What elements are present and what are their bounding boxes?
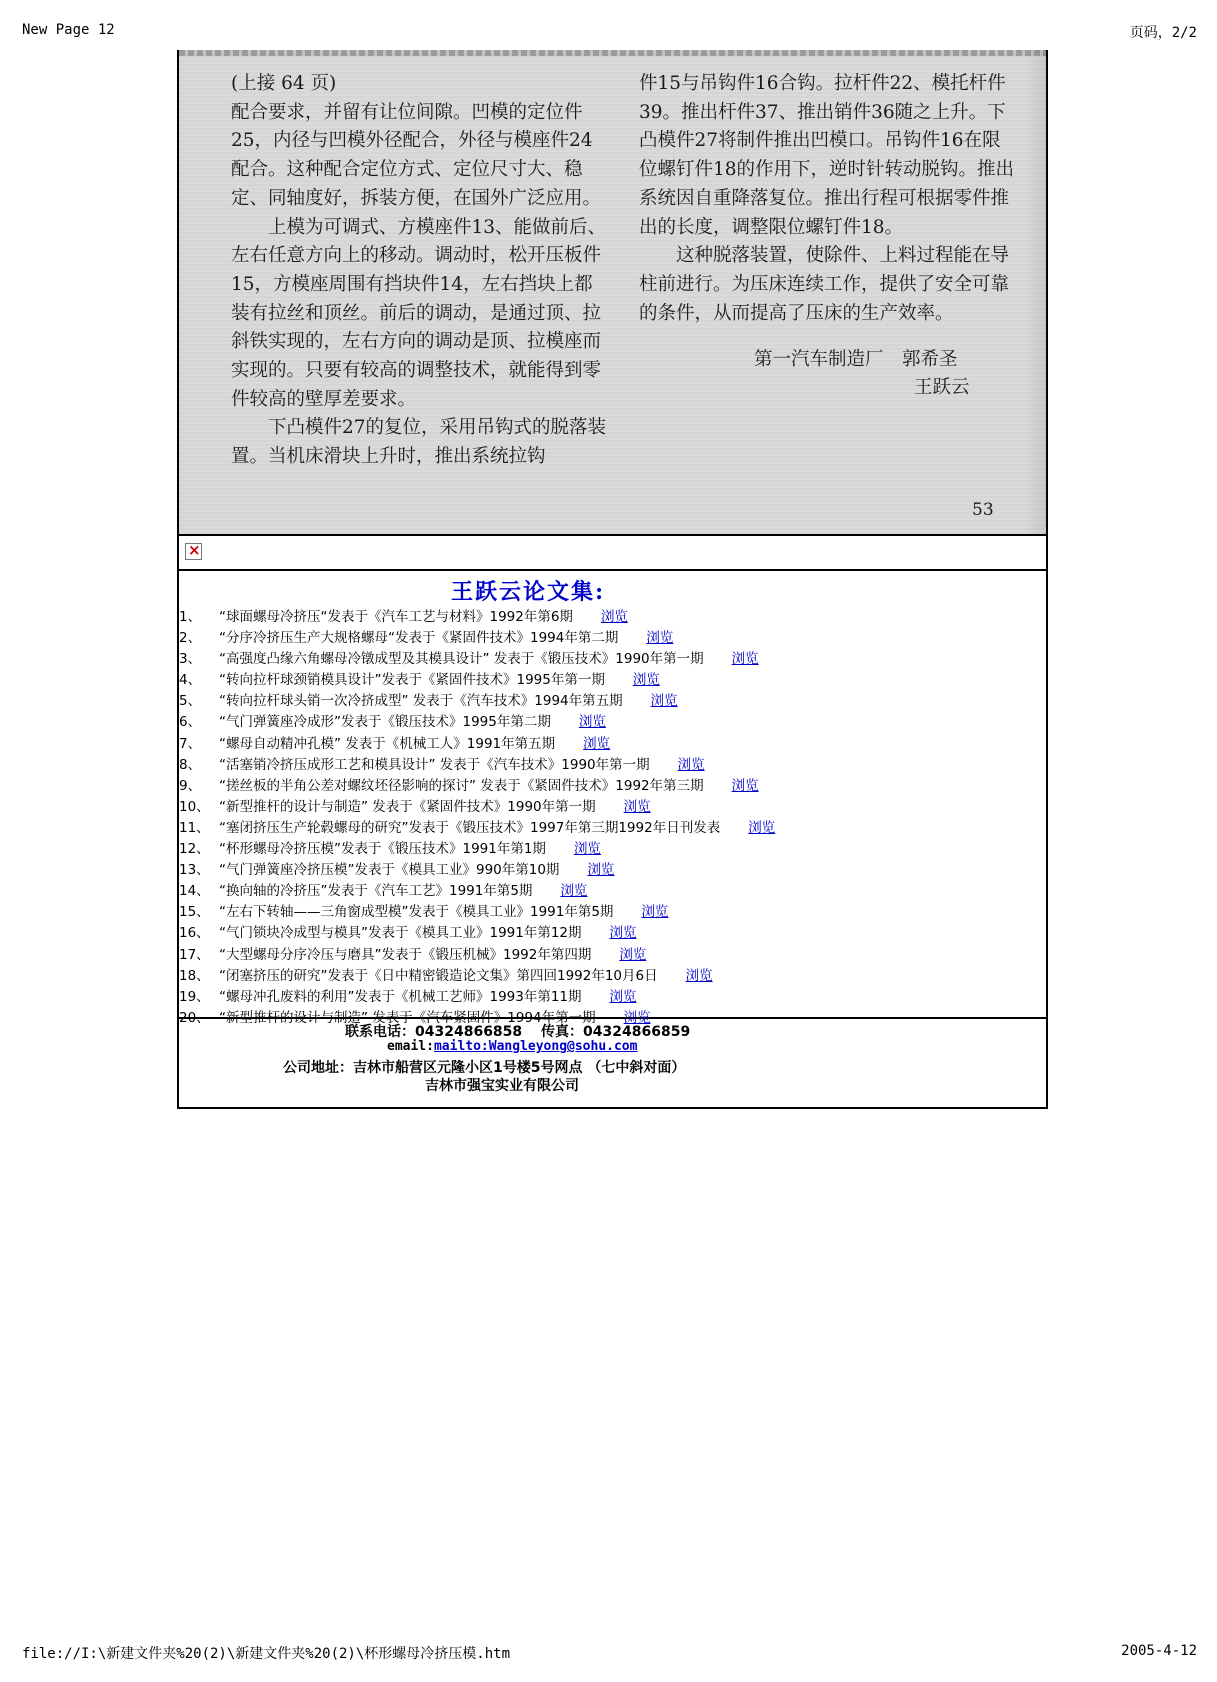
company-name: 吉林市强宝实业有限公司 xyxy=(425,1078,579,1094)
article-paragraph: 配合要求，并留有让位间隙。凹模的定位件25，内径与凹模外径配合，外径与模座件24配合。这种配合定位方式、定位尺寸大、稳定、同轴度好，拆装方便，在国外广泛应用。 xyxy=(231,101,602,209)
paper-number: 15、 xyxy=(179,904,210,921)
paper-item xyxy=(179,923,1046,944)
paper-number: 16、 xyxy=(179,925,210,942)
paper-title: “球面螺母冷挤压“发表于《汽车工艺与材料》1992年第6期 xyxy=(219,609,573,625)
broken-image-icon xyxy=(185,543,202,560)
paper-item xyxy=(179,776,1046,797)
paper-item xyxy=(179,607,1046,628)
paper-title: “搓丝板的半角公差对螺纹坯径影响的探讨” 发表于《紧固件技术》1992年第三期 xyxy=(219,777,704,794)
paper-number: 7、 xyxy=(179,735,202,752)
print-footer-date: 2005-4-12 xyxy=(1121,1643,1197,1659)
email-label: email: xyxy=(387,1039,434,1054)
paper-title: “杯形螺母冷挤压模”发表于《锻压技术》1991年第1期 xyxy=(219,841,546,858)
browse-link[interactable]: 浏览 xyxy=(623,1009,651,1026)
paper-number: 4、 xyxy=(179,672,202,689)
article-left-column xyxy=(231,70,611,472)
paper-title: “新型推杆的设计与制造” 发表于《紧固件技术》1990年第一期 xyxy=(219,798,596,815)
browse-link[interactable]: 浏览 xyxy=(573,841,601,858)
paper-item xyxy=(179,902,1046,923)
browse-link[interactable]: 浏览 xyxy=(619,946,647,963)
browse-link[interactable]: 浏览 xyxy=(560,883,588,900)
browse-link[interactable]: 浏览 xyxy=(609,925,637,942)
print-header-page-label: 页码，2/2 xyxy=(1129,25,1197,41)
paper-item xyxy=(179,691,1046,712)
paper-title: “分序冷挤压生产大规格螺母“发表于《紧固件技术》1994年第二期 xyxy=(219,630,619,647)
paper-item xyxy=(179,818,1046,839)
paper-number: 12、 xyxy=(179,841,210,858)
browse-link[interactable]: 浏览 xyxy=(609,988,637,1005)
paper-title: “螺母自动精冲孔模” 发表于《机械工人》1991年第五期 xyxy=(219,735,556,752)
papers-list xyxy=(179,607,1046,1029)
paper-number: 8、 xyxy=(179,756,202,773)
browse-link[interactable]: 浏览 xyxy=(600,609,628,625)
paper-item xyxy=(179,734,1046,755)
journal-page-number: 53 xyxy=(972,500,994,520)
email-link[interactable]: mailto:Wangleyong@sohu.com xyxy=(433,1039,638,1054)
paper-title: “左右下转轴——三角窗成型模”发表于《模具工业》1991年第5期 xyxy=(219,904,614,921)
contact-section xyxy=(179,1019,1046,1105)
browse-link[interactable]: 浏览 xyxy=(685,967,713,984)
scan-edge-shadow xyxy=(1026,50,1046,534)
paper-number: 19、 xyxy=(179,988,210,1005)
browse-link[interactable]: 浏览 xyxy=(731,651,759,668)
browse-link[interactable]: 浏览 xyxy=(641,904,669,921)
browse-link[interactable]: 浏览 xyxy=(650,693,678,710)
page-table xyxy=(177,50,1048,1109)
browse-link[interactable]: 浏览 xyxy=(583,735,611,752)
paper-item xyxy=(179,755,1046,776)
browse-link[interactable]: 浏览 xyxy=(623,798,651,815)
phone-fax-line: 联系电话：04324866858 传真：04324866859 xyxy=(345,1024,691,1040)
paper-item xyxy=(179,649,1046,670)
paper-number: 13、 xyxy=(179,862,210,879)
paper-title: “气门弹簧座冷挤压模”发表于《模具工业》990年第10期 xyxy=(219,862,560,879)
article-paragraph: (上接 64 页) xyxy=(231,73,337,94)
paper-number: 18、 xyxy=(179,967,210,984)
paper-item xyxy=(179,797,1046,818)
paper-number: 5、 xyxy=(179,693,202,710)
paper-item xyxy=(179,712,1046,733)
email-line xyxy=(387,1039,637,1054)
paper-number: 6、 xyxy=(179,714,202,731)
article-paragraph: 件15与吊钩件16合钩。拉杆件22、模托杆件39。推出杆件37、推出销件36随之上升。下凸模件27将制件推出凹模口。吊钩件16在限位螺钉件18的作用下，逆时针转动脱钩。推出系统因自重降落复位。推出行程可根据零件推出的长度，调整限位螺钉件18。 xyxy=(639,73,1015,238)
paper-number: 2、 xyxy=(179,630,202,647)
papers-section xyxy=(179,571,1046,1026)
address-line: 公司地址：吉林市船营区元隆小区1号楼5号网点 （七中斜对面） xyxy=(283,1060,686,1076)
paper-number: 17、 xyxy=(179,946,210,963)
paper-number: 3、 xyxy=(179,651,202,668)
paper-title: “塞闭挤压生产轮毂螺母的研究”发表于《锻压技术》1997年第三期1992年日刊发表 xyxy=(219,819,721,836)
papers-title: 王跃云论文集: xyxy=(451,579,606,605)
paper-title: “转向拉杆球头销一次冷挤成型” 发表于《汽车技术》1994年第五期 xyxy=(219,693,623,710)
paper-title: “气门弹簧座冷成形”发表于《锻压技术》1995年第二期 xyxy=(219,714,551,731)
paper-item xyxy=(179,860,1046,881)
scan-top-border xyxy=(179,50,1046,56)
print-header-title: New Page 12 xyxy=(22,22,115,38)
article-paragraph: 下凸模件27的复位，采用吊钩式的脱落装置。当机床滑块上升时，推出系统拉钩 xyxy=(231,417,607,468)
browse-link[interactable]: 浏览 xyxy=(646,630,674,647)
print-footer-path: file://I:\新建文件夹%20(2)\新建文件夹%20(2)\杯形螺母冷挤压模.htm xyxy=(22,1646,511,1662)
paper-title: “活塞销冷挤压成形工艺和模具设计” 发表于《汽车技术》1990年第一期 xyxy=(219,756,650,773)
article-right-column xyxy=(639,70,1019,328)
paper-number: 1、 xyxy=(179,609,202,625)
author-org: 第一汽车制造厂 郭希圣 xyxy=(754,349,958,370)
paper-item xyxy=(179,987,1046,1008)
paper-item xyxy=(179,628,1046,649)
paper-item xyxy=(179,839,1046,860)
paper-title: “转向拉杆球颈销模具设计”发表于《紧固件技术》1995年第一期 xyxy=(219,672,605,689)
scanned-article-image xyxy=(179,50,1046,536)
paper-title: “螺母冲孔废料的利用”发表于《机械工艺师》1993年第11期 xyxy=(219,988,582,1005)
paper-item xyxy=(179,945,1046,966)
paper-title: “大型螺母分序冷压与磨具”发表于《锻压机械》1992年第四期 xyxy=(219,946,592,963)
browse-link[interactable]: 浏览 xyxy=(632,672,660,689)
browse-link[interactable]: 浏览 xyxy=(731,777,759,794)
paper-title: “闭塞挤压的研究”发表于《日中精密锻造论文集》第四回1992年10月6日 xyxy=(219,967,658,984)
browse-link[interactable]: 浏览 xyxy=(748,819,776,836)
paper-number: 10、 xyxy=(179,798,210,815)
paper-number: 9、 xyxy=(179,777,202,794)
article-paragraph: 上模为可调式、方模座件13、能做前后、左右任意方向上的移动。调动时，松开压板件15，方模座周围有挡块件14，左右挡块上都装有拉丝和顶丝。前后的调动，是通过顶、拉斜铁实现的，左右方向的调动是顶、拉模座而实现的。只要有较高的调整技术，就能得到零件较高的壁厚差要求。 xyxy=(231,216,607,410)
paper-number: 14、 xyxy=(179,883,210,900)
paper-title: “气门锁块冷成型与模具”发表于《模具工业》1991年第12期 xyxy=(219,925,582,942)
paper-item xyxy=(179,670,1046,691)
paper-title: “换向轴的冷挤压”发表于《汽车工艺》1991年第5期 xyxy=(219,883,533,900)
author-name: 王跃云 xyxy=(914,377,970,398)
browse-link[interactable]: 浏览 xyxy=(677,756,705,773)
paper-item xyxy=(179,881,1046,902)
article-paragraph: 这种脱落装置，使除件、上料过程能在导柱前进行。为压床连续工作，提供了安全可靠的条件，从而提高了压床的生产效率。 xyxy=(639,245,1010,324)
browse-link[interactable]: 浏览 xyxy=(587,862,615,879)
paper-number: 11、 xyxy=(179,819,210,836)
image-row xyxy=(179,536,1046,571)
paper-title: “新型推杆的设计与制造” 发表于《汽车紧固件》1994年第一期 xyxy=(219,1009,596,1026)
paper-number: 20、 xyxy=(179,1009,210,1026)
paper-title: “高强度凸缘六角螺母冷镦成型及其模具设计” 发表于《锻压技术》1990年第一期 xyxy=(219,651,704,668)
paper-item xyxy=(179,966,1046,987)
browse-link[interactable]: 浏览 xyxy=(578,714,606,731)
